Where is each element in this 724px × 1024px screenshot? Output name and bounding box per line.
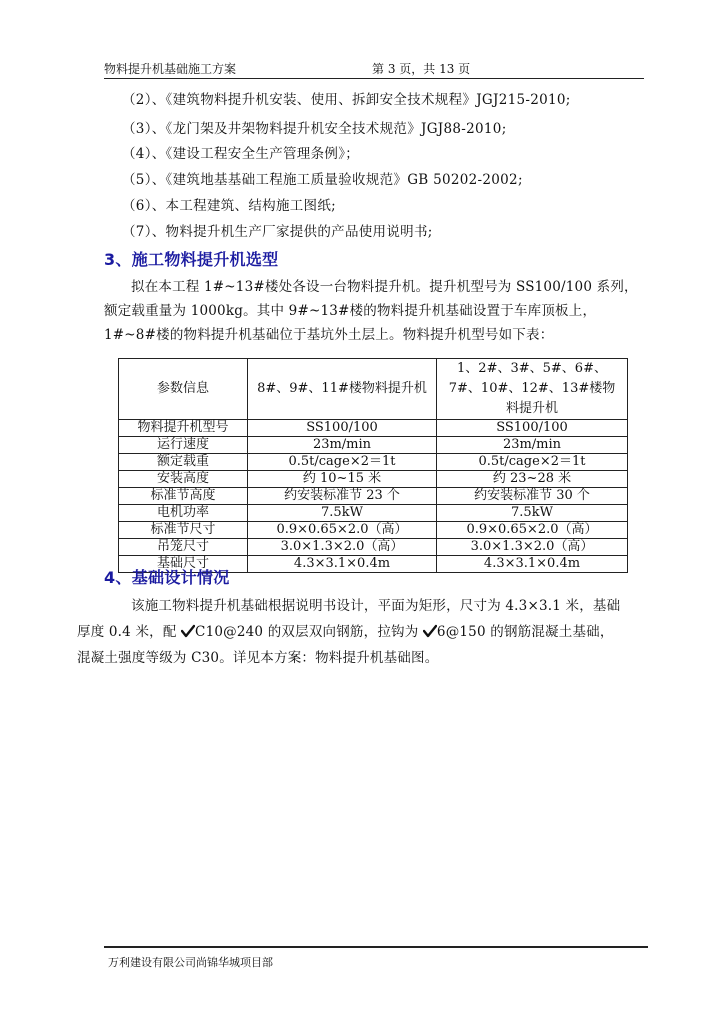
rebar-grade-icon: [181, 624, 195, 638]
table-cell: 约安装标准节 30 个: [437, 488, 628, 505]
table-row: [119, 471, 628, 488]
table-cell: 3.0×1.3×2.0（高）: [248, 539, 437, 556]
table-cell: 7.5kW: [248, 505, 437, 522]
table-row: [119, 437, 628, 454]
table-cell: 3.0×1.3×2.0（高）: [437, 539, 628, 556]
table-row: [119, 454, 628, 471]
table-cell: 额定载重: [119, 454, 248, 471]
table-cell: 23m/min: [437, 437, 628, 454]
table-header-row: [119, 359, 628, 420]
header-cell: 8#、9#、11#楼物料提升机: [248, 359, 437, 420]
table-cell: 0.5t/cage×2＝1t: [437, 454, 628, 471]
table-cell: 安装高度: [119, 471, 248, 488]
section3-heading: 3、施工物料提升机选型: [104, 250, 279, 269]
basis-item-3: （3）、《龙门架及井架物料提升机安全技术规范》JGJ88-2010;: [122, 121, 507, 137]
table-cell: SS100/100: [437, 420, 628, 437]
basis-item-2: （2）、《建筑物料提升机安装、使用、拆卸安全技术规程》JGJ215-2010;: [122, 92, 571, 108]
table-cell: 标准节尺寸: [119, 522, 248, 539]
table-row: [119, 539, 628, 556]
rebar-grade-icon: [423, 624, 437, 638]
header-page-info: 第 3 页，共 13 页: [372, 62, 471, 76]
section4-paragraph: [77, 593, 644, 671]
basis-item-7: （7）、物料提升机生产厂家提供的产品使用说明书;: [122, 224, 433, 240]
table-cell: 4.3×3.1×0.4m: [248, 556, 437, 573]
section4-text-1: 该施工物料提升机基础根据说明书设计，平面为矩形，尺寸为 4.3×3.1 米，基础: [131, 598, 621, 614]
table-row: [119, 505, 628, 522]
footer-company: 万利建设有限公司尚锦华城项目部: [108, 956, 273, 969]
spec-table: [118, 358, 628, 573]
table-row: [119, 522, 628, 539]
table-cell: 0.9×0.65×2.0（高）: [437, 522, 628, 539]
table-cell: 0.5t/cage×2＝1t: [248, 454, 437, 471]
table-cell: 约安装标准节 23 个: [248, 488, 437, 505]
header-doc-title: 物料提升机基础施工方案: [104, 62, 237, 76]
basis-item-5: （5）、《建筑地基基础工程施工质量验收规范》GB 50202-2002;: [122, 172, 523, 188]
table-cell: 约 10~15 米: [248, 471, 437, 488]
section3-paragraph: 拟在本工程 1#~13#楼处各设一台物料提升机。提升机型号为 SS100/100 系列，额定载重量为 1000kg。其中 9#~13#楼的物料提升机基础设置于车库顶板上，1#~8#楼的物料提升机基础位于基坑外土层上。物料提升机型号如下表：: [104, 279, 638, 343]
table-cell: 运行速度: [119, 437, 248, 454]
table-cell: 基础尺寸: [119, 556, 248, 573]
basis-item-4: （4）、《建设工程安全生产管理条例》；: [122, 146, 360, 162]
section4-text-5: 混凝土强度等级为 C30。详见本方案：物料提升机基础图。: [77, 650, 439, 666]
basis-item-6: （6）、本工程建筑、结构施工图纸;: [122, 198, 336, 214]
table-cell: 4.3×3.1×0.4m: [437, 556, 628, 573]
header-cell: 参数信息: [119, 359, 248, 420]
page-header: [104, 56, 644, 79]
table-cell: 23m/min: [248, 437, 437, 454]
table-cell: 0.9×0.65×2.0（高）: [248, 522, 437, 539]
table-cell: 7.5kW: [437, 505, 628, 522]
header-cell: 1、2#、3#、5#、6#、7#、10#、12#、13#楼物料提升机: [437, 359, 628, 420]
page-footer: [104, 946, 648, 969]
table-cell: 电机功率: [119, 505, 248, 522]
table-cell: 物料提升机型号: [119, 420, 248, 437]
table-cell: 标准节高度: [119, 488, 248, 505]
section4-heading: 4、基础设计情况: [104, 568, 230, 587]
section4-text-4: 6@150 的钢筋混凝土基础，: [436, 624, 614, 640]
table-cell: SS100/100: [248, 420, 437, 437]
section4-text-2: 厚度 0.4 米，配: [77, 624, 182, 640]
table-row: [119, 420, 628, 437]
table-row: [119, 488, 628, 505]
table-cell: 约 23~28 米: [437, 471, 628, 488]
section4-text-3: C10@240 的双层双向钢筋，拉钩为: [195, 624, 423, 640]
table-cell: 吊笼尺寸: [119, 539, 248, 556]
